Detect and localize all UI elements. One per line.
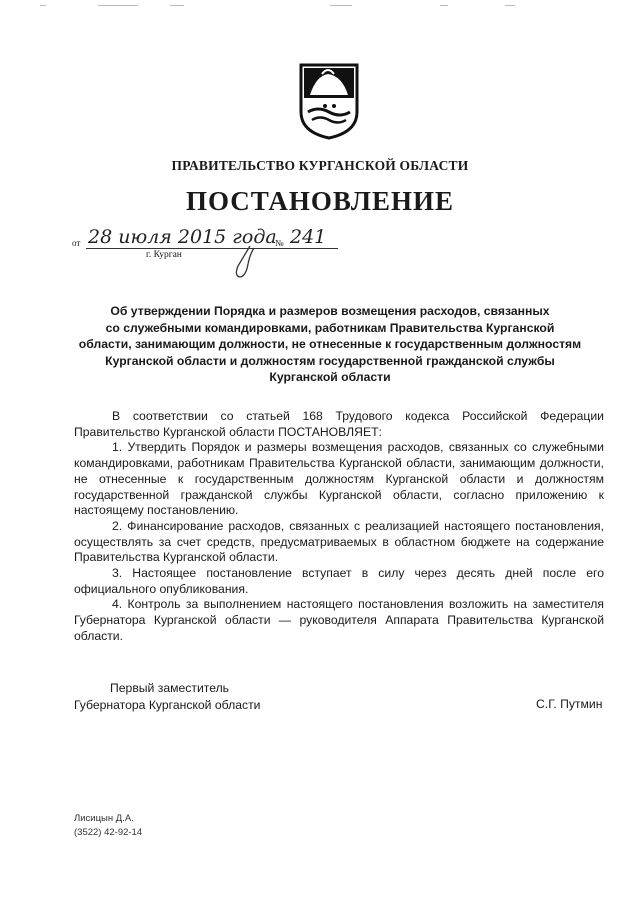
subject-line: Об утверждении Порядка и размеров возмещения расходов, связанных xyxy=(110,304,550,318)
subject-line: Курганской области и должностям государственной гражданской службы xyxy=(105,353,555,368)
handwritten-date: 28 июля 2015 года xyxy=(88,226,277,248)
city-label: г. Курган xyxy=(146,250,182,260)
body-paragraph: 3. Настоящее постановление вступает в силу через десять дней после его официального опубликования. xyxy=(74,566,604,596)
date-prefix: от xyxy=(72,238,81,248)
subject-line: Курганской области xyxy=(269,370,391,384)
document-body xyxy=(74,409,604,645)
government-name: ПРАВИТЕЛЬСТВО КУРГАНСКОЙ ОБЛАСТИ xyxy=(171,158,469,173)
body-paragraph: 4. Контроль за выполнением настоящего постановления возложить на заместителя Губернатора Курганской области — руководителя Аппарата Правительства Курганской области. xyxy=(74,597,604,643)
body-paragraph: 1. Утвердить Порядок и размеры возмещения расходов, связанных со служебными командировками, работникам Правительства Курганской области, занимающим должности, не отнесенные к государственным должностям Курганской области и должностям государственной гражданской службы Курганской области, согласно приложению к настоящему постановлению. xyxy=(74,440,604,518)
scan-artifacts xyxy=(0,0,640,12)
number-label: № xyxy=(275,238,284,248)
subject-line: области, занимающим должности, не отнесенные к государственным должностям xyxy=(78,337,582,351)
contact-info xyxy=(74,812,142,839)
body-paragraph: 2. Финансирование расходов, связанных с реализацией настоящего постановления, осуществлять за счет средств, предусматриваемых в областном бюджете на содержание Правительства Курганской области. xyxy=(74,518,604,565)
subject-line: со служебными командировками, работникам Правительства Курганской xyxy=(105,320,555,335)
signer-title-line: Первый заместитель xyxy=(110,681,230,695)
signer-position xyxy=(74,680,260,713)
document-type-title: ПОСТАНОВЛЕНИЕ xyxy=(185,186,455,216)
body-paragraph: В соответствии со статьей 168 Трудового кодекса Российской Федерации Правительство Курганской области ПОСТАНОВЛЯЕТ: xyxy=(74,409,604,439)
contact-phone: (3522) 42-92-14 xyxy=(74,826,143,838)
coat-of-arms-emblem xyxy=(298,62,360,140)
document-subject xyxy=(60,303,600,386)
date-underline xyxy=(86,248,338,249)
handwriting-stroke xyxy=(228,244,258,280)
handwritten-number: 241 xyxy=(290,226,327,248)
signer-name: С.Г. Путмин xyxy=(536,697,603,711)
signer-title-line: Губернатора Курганской области xyxy=(74,697,261,712)
contact-person: Лисицын Д.А. xyxy=(74,813,134,824)
